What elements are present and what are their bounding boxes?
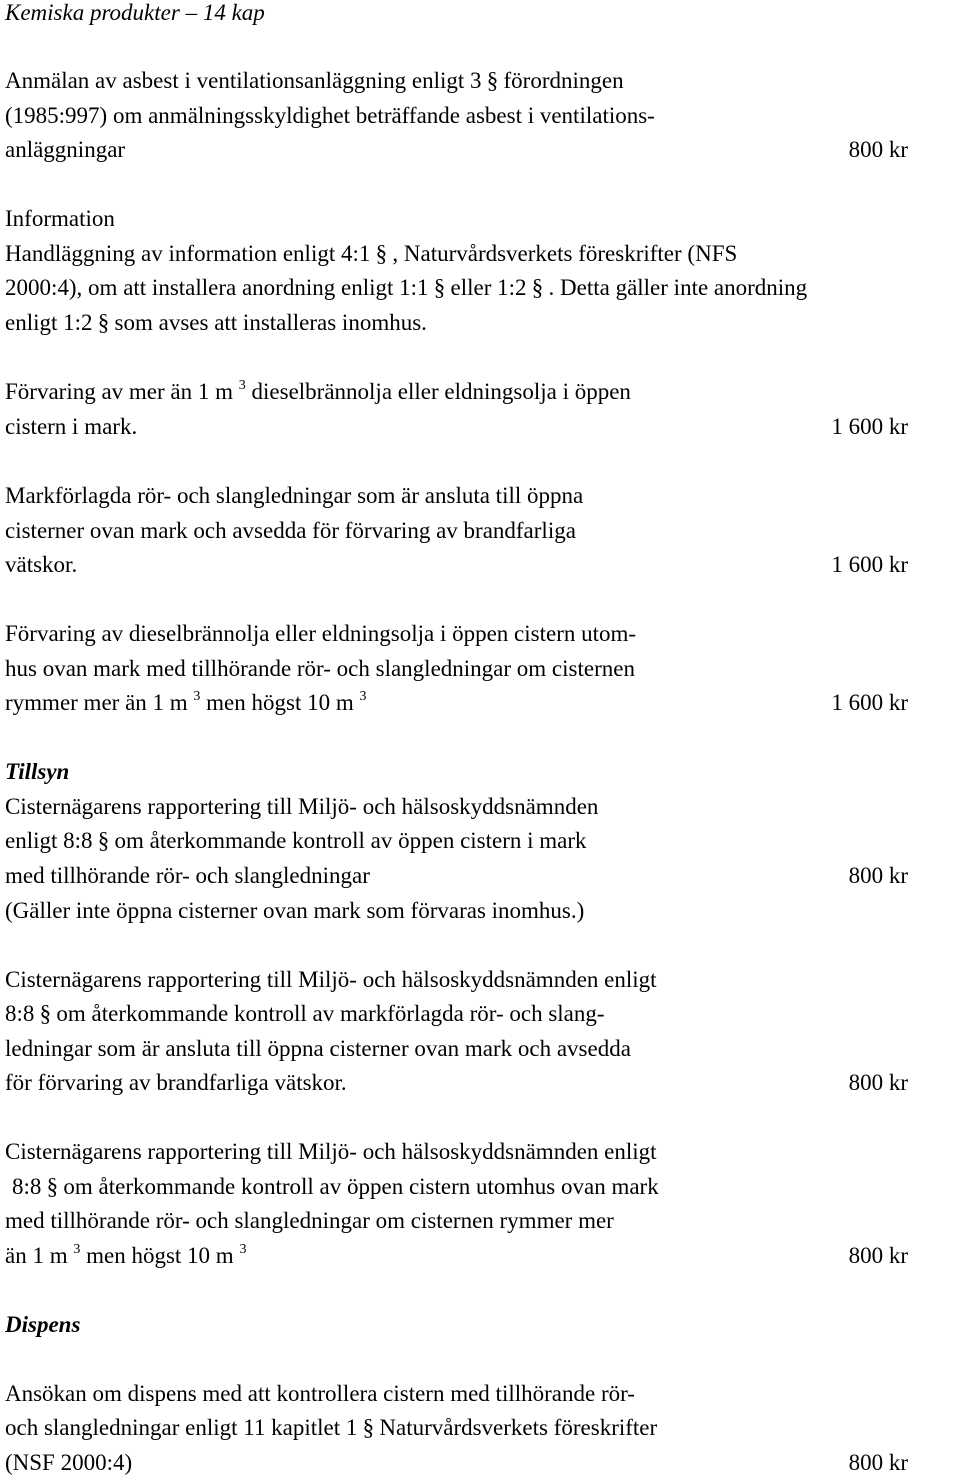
tillsyn-a-line-4: (Gäller inte öppna cisterner ovan mark som förvaras inomhus.) — [5, 898, 585, 923]
tillsyn-c-line-1: Cisternägarens rapportering till Miljö- och hälsoskyddsnämnden enligt — [5, 1139, 657, 1164]
forvaring1-price: 1 600 kr — [831, 414, 908, 439]
section-sign-icon: § — [97, 310, 110, 335]
section-sign-icon: § — [97, 828, 110, 853]
tillsyn-c-line-3: med tillhörande rör- och slangledningar om cisternen rymmer mer — [5, 1208, 614, 1233]
page-header: Kemiska produkter – 14 kap — [5, 0, 265, 25]
dispens-line-2: och slangledningar enligt 11 kapitlet 1 § Naturvårdsverkets föreskrifter — [5, 1411, 657, 1446]
tillsyn-b-price: 800 kr — [848, 1070, 908, 1095]
dispens-price: 800 kr — [848, 1450, 908, 1475]
section-sign-icon: § — [375, 241, 388, 266]
information-line-2: 2000:4), om att installera anordning enligt 1:1 § eller 1:2 § . Detta gäller inte anordning — [5, 271, 807, 306]
asbest-line-3: anläggningar — [5, 137, 126, 162]
asbest-line-1: Anmälan av asbest i ventilationsanläggning enligt 3 § förordningen — [5, 64, 624, 99]
dispens-line-1: Ansökan om dispens med att kontrollera cistern med tillhörande rör- — [5, 1381, 635, 1406]
tillsyn-a-price: 800 kr — [848, 863, 908, 888]
section-sign-icon: § — [46, 1174, 59, 1199]
forvaring2-line-1: Förvaring av dieselbrännolja eller eldningsolja i öppen cistern utom- — [5, 621, 637, 646]
tillsyn-a-line-3: med tillhörande rör- och slangledningar — [5, 863, 370, 888]
forvaring2-line-3: rymmer mer än 1 m $^3$ men högst 10 m $^3$ — [5, 689, 367, 715]
markforlagda-line-2: cisterner ovan mark och avsedda för förvaring av brandfarliga — [5, 518, 576, 543]
section-sign-icon: § — [531, 275, 544, 300]
information-title: Information — [5, 206, 115, 231]
markforlagda-line-1: Markförlagda rör- och slangledningar som är ansluta till öppna — [5, 483, 584, 508]
asbest-line-2: (1985:997) om anmälningsskyldighet beträffande asbest i ventilations- — [5, 103, 655, 128]
dispens-line-3: (NSF 2000:4) — [5, 1450, 133, 1475]
forvaring1-line-2: cistern i mark. — [5, 414, 138, 439]
dispens-heading: Dispens — [5, 1312, 81, 1337]
section-sign-icon: § — [486, 68, 499, 93]
tillsyn-heading: Tillsyn — [5, 759, 70, 784]
tillsyn-b-line-4: för förvaring av brandfarliga vätskor. — [5, 1070, 347, 1095]
tillsyn-b-line-2: 8:8 § om återkommande kontroll av markförlagda rör- och slang- — [5, 997, 605, 1032]
section-sign-icon: § — [362, 1415, 375, 1440]
tillsyn-a-line-2: enligt 8:8 § om återkommande kontroll av öppen cistern i mark — [5, 824, 587, 859]
forvaring2-price: 1 600 kr — [831, 690, 908, 715]
tillsyn-c-line-2: 8:8 § om återkommande kontroll av öppen cistern utomhus ovan mark — [12, 1170, 659, 1205]
asbest-price: 800 kr — [848, 137, 908, 162]
information-line-3: enligt 1:2 § som avses att installeras inomhus. — [5, 306, 427, 341]
tillsyn-c-price: 800 kr — [848, 1243, 908, 1268]
tillsyn-c-line-4: än 1 m $^3$ men högst 10 m $^3$ — [5, 1242, 247, 1268]
tillsyn-b-line-3: ledningar som är ansluta till öppna cisterner ovan mark och avsedda — [5, 1036, 631, 1061]
forvaring2-line-2: hus ovan mark med tillhörande rör- och slangledningar om cisternen — [5, 656, 635, 681]
markforlagda-line-3: vätskor. — [5, 552, 78, 577]
section-sign-icon: § — [433, 275, 446, 300]
forvaring1-line-1: Förvaring av mer än 1 m $^3$ dieselbrännolja eller eldningsolja i öppen — [5, 378, 631, 404]
section-sign-icon: § — [39, 1001, 52, 1026]
tillsyn-a-line-1: Cisternägarens rapportering till Miljö- och hälsoskyddsnämnden — [5, 794, 599, 819]
tillsyn-b-line-1: Cisternägarens rapportering till Miljö- och hälsoskyddsnämnden enligt — [5, 967, 657, 992]
information-line-1: Handläggning av information enligt 4:1 § , Naturvårdsverkets föreskrifter (NFS — [5, 237, 737, 272]
markforlagda-price: 1 600 kr — [831, 552, 908, 577]
